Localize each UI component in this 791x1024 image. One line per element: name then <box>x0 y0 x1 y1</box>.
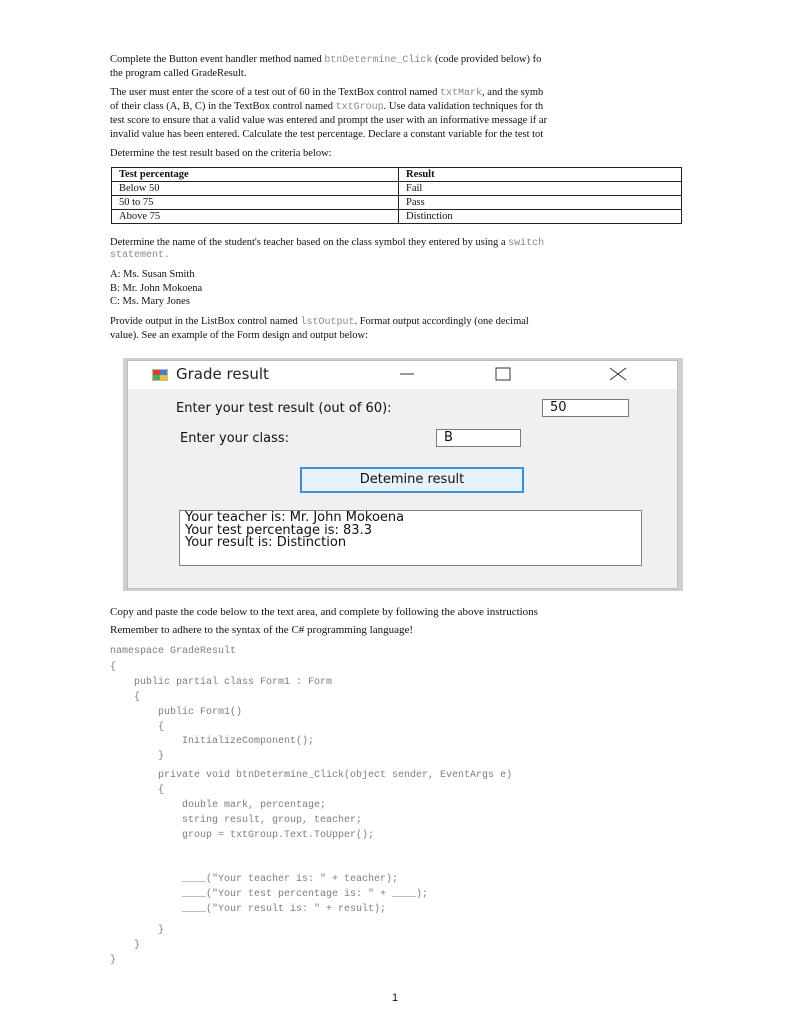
teacher-item: A: Ms. Susan Smith <box>110 269 195 280</box>
column-header: Test percentage <box>112 168 399 182</box>
criteria-intro: Determine the test result based on the criteria below: <box>110 148 332 159</box>
code-line: group = txtGroup.Text.ToUpper(); <box>110 830 375 841</box>
table-row <box>112 210 682 224</box>
teacher-intro-line-1: Determine the name of the student's teacher based on the class symbol they entered by using a switch <box>110 237 545 249</box>
table-header-row <box>112 168 682 182</box>
instructions-line-1: The user must enter the score of a test out of 60 in the TextBox control named txtMark, and the symb <box>110 87 544 99</box>
code-line: { <box>110 722 165 733</box>
column-header: Result <box>399 168 682 182</box>
code-line: } <box>110 925 165 936</box>
table-cell: Below 50 <box>112 182 399 196</box>
copy-instructions-line-2: Remember to adhere to the syntax of the C# programming language! <box>110 624 414 636</box>
code-line: namespace GradeResult <box>110 646 237 657</box>
teacher-item: B: Mr. John Mokoena <box>110 283 203 294</box>
code-line: { <box>110 662 117 673</box>
table-cell: Above 75 <box>112 210 399 224</box>
criteria-table <box>111 167 682 224</box>
code-line: } <box>110 955 117 966</box>
determine-result-button[interactable]: Detemine result <box>300 467 524 493</box>
window-title: Grade result <box>176 365 269 383</box>
code-line: ____("Your result is: " + result); <box>110 904 387 915</box>
maximize-icon[interactable] <box>483 363 523 385</box>
intro-line-1: Complete the Button event handler method named btnDetermine_Click (code provided below) fo <box>110 54 542 66</box>
code-line: public partial class Form1 : Form <box>110 677 333 688</box>
table-row <box>112 196 682 210</box>
code-line: { <box>110 785 165 796</box>
list-item: Your result is: Distinction <box>185 535 347 550</box>
instructions-line-4: invalid value has been entered. Calculate the test percentage. Declare a constant variable for the test tot <box>110 129 544 140</box>
teacher-item: C: Ms. Mary Jones <box>110 296 190 307</box>
title-bar <box>128 361 677 389</box>
output-listbox[interactable] <box>179 510 642 566</box>
class-input[interactable]: B <box>436 429 521 447</box>
instructions-line-2: of their class (A, B, C) in the TextBox control named txtGroup. Use data validation techniques for th <box>110 101 544 113</box>
teacher-intro-line-2: statement. <box>110 250 171 261</box>
mark-label: Enter your test result (out of 60): <box>176 401 392 416</box>
table-cell: 50 to 75 <box>112 196 399 210</box>
list-item: Your teacher is: Mr. John Mokoena <box>185 510 405 525</box>
output-intro-line-1: Provide output in the ListBox control named lstOutput. Format output accordingly (one decimal <box>110 316 529 328</box>
code-line: { <box>110 692 141 703</box>
code-line: string result, group, teacher; <box>110 815 363 826</box>
instructions-line-3: test score to ensure that a valid value was entered and prompt the user with an informative message if ar <box>110 115 548 126</box>
code-line: } <box>110 940 141 951</box>
code-line: public Form1() <box>110 707 243 718</box>
code-line: InitializeComponent(); <box>110 736 315 747</box>
minimize-icon[interactable] <box>386 363 426 385</box>
code-line: } <box>110 751 165 762</box>
page-number: 1 <box>392 992 399 1004</box>
table-cell: Pass <box>399 196 682 210</box>
form-screenshot <box>123 358 683 591</box>
form-app-icon <box>152 369 168 381</box>
intro-line-2: the program called GradeResult. <box>110 68 247 79</box>
table-cell: Fail <box>399 182 682 196</box>
close-icon[interactable] <box>598 363 638 385</box>
mark-input[interactable]: 50 <box>542 399 629 417</box>
class-label: Enter your class: <box>180 431 290 446</box>
copy-instructions-line-1: Copy and paste the code below to the text area, and complete by following the above instructions <box>110 606 538 618</box>
code-line: double mark, percentage; <box>110 800 327 811</box>
output-intro-line-2: value). See an example of the Form design and output below: <box>110 330 369 341</box>
table-row <box>112 182 682 196</box>
code-line: ____("Your test percentage is: " + ____); <box>110 889 429 900</box>
list-item: Your test percentage is: 83.3 <box>185 522 372 538</box>
form-window <box>127 360 678 589</box>
code-line: private void btnDetermine_Click(object sender, EventArgs e) <box>110 770 513 781</box>
table-cell: Distinction <box>399 210 682 224</box>
code-line: ____("Your teacher is: " + teacher); <box>110 874 399 885</box>
